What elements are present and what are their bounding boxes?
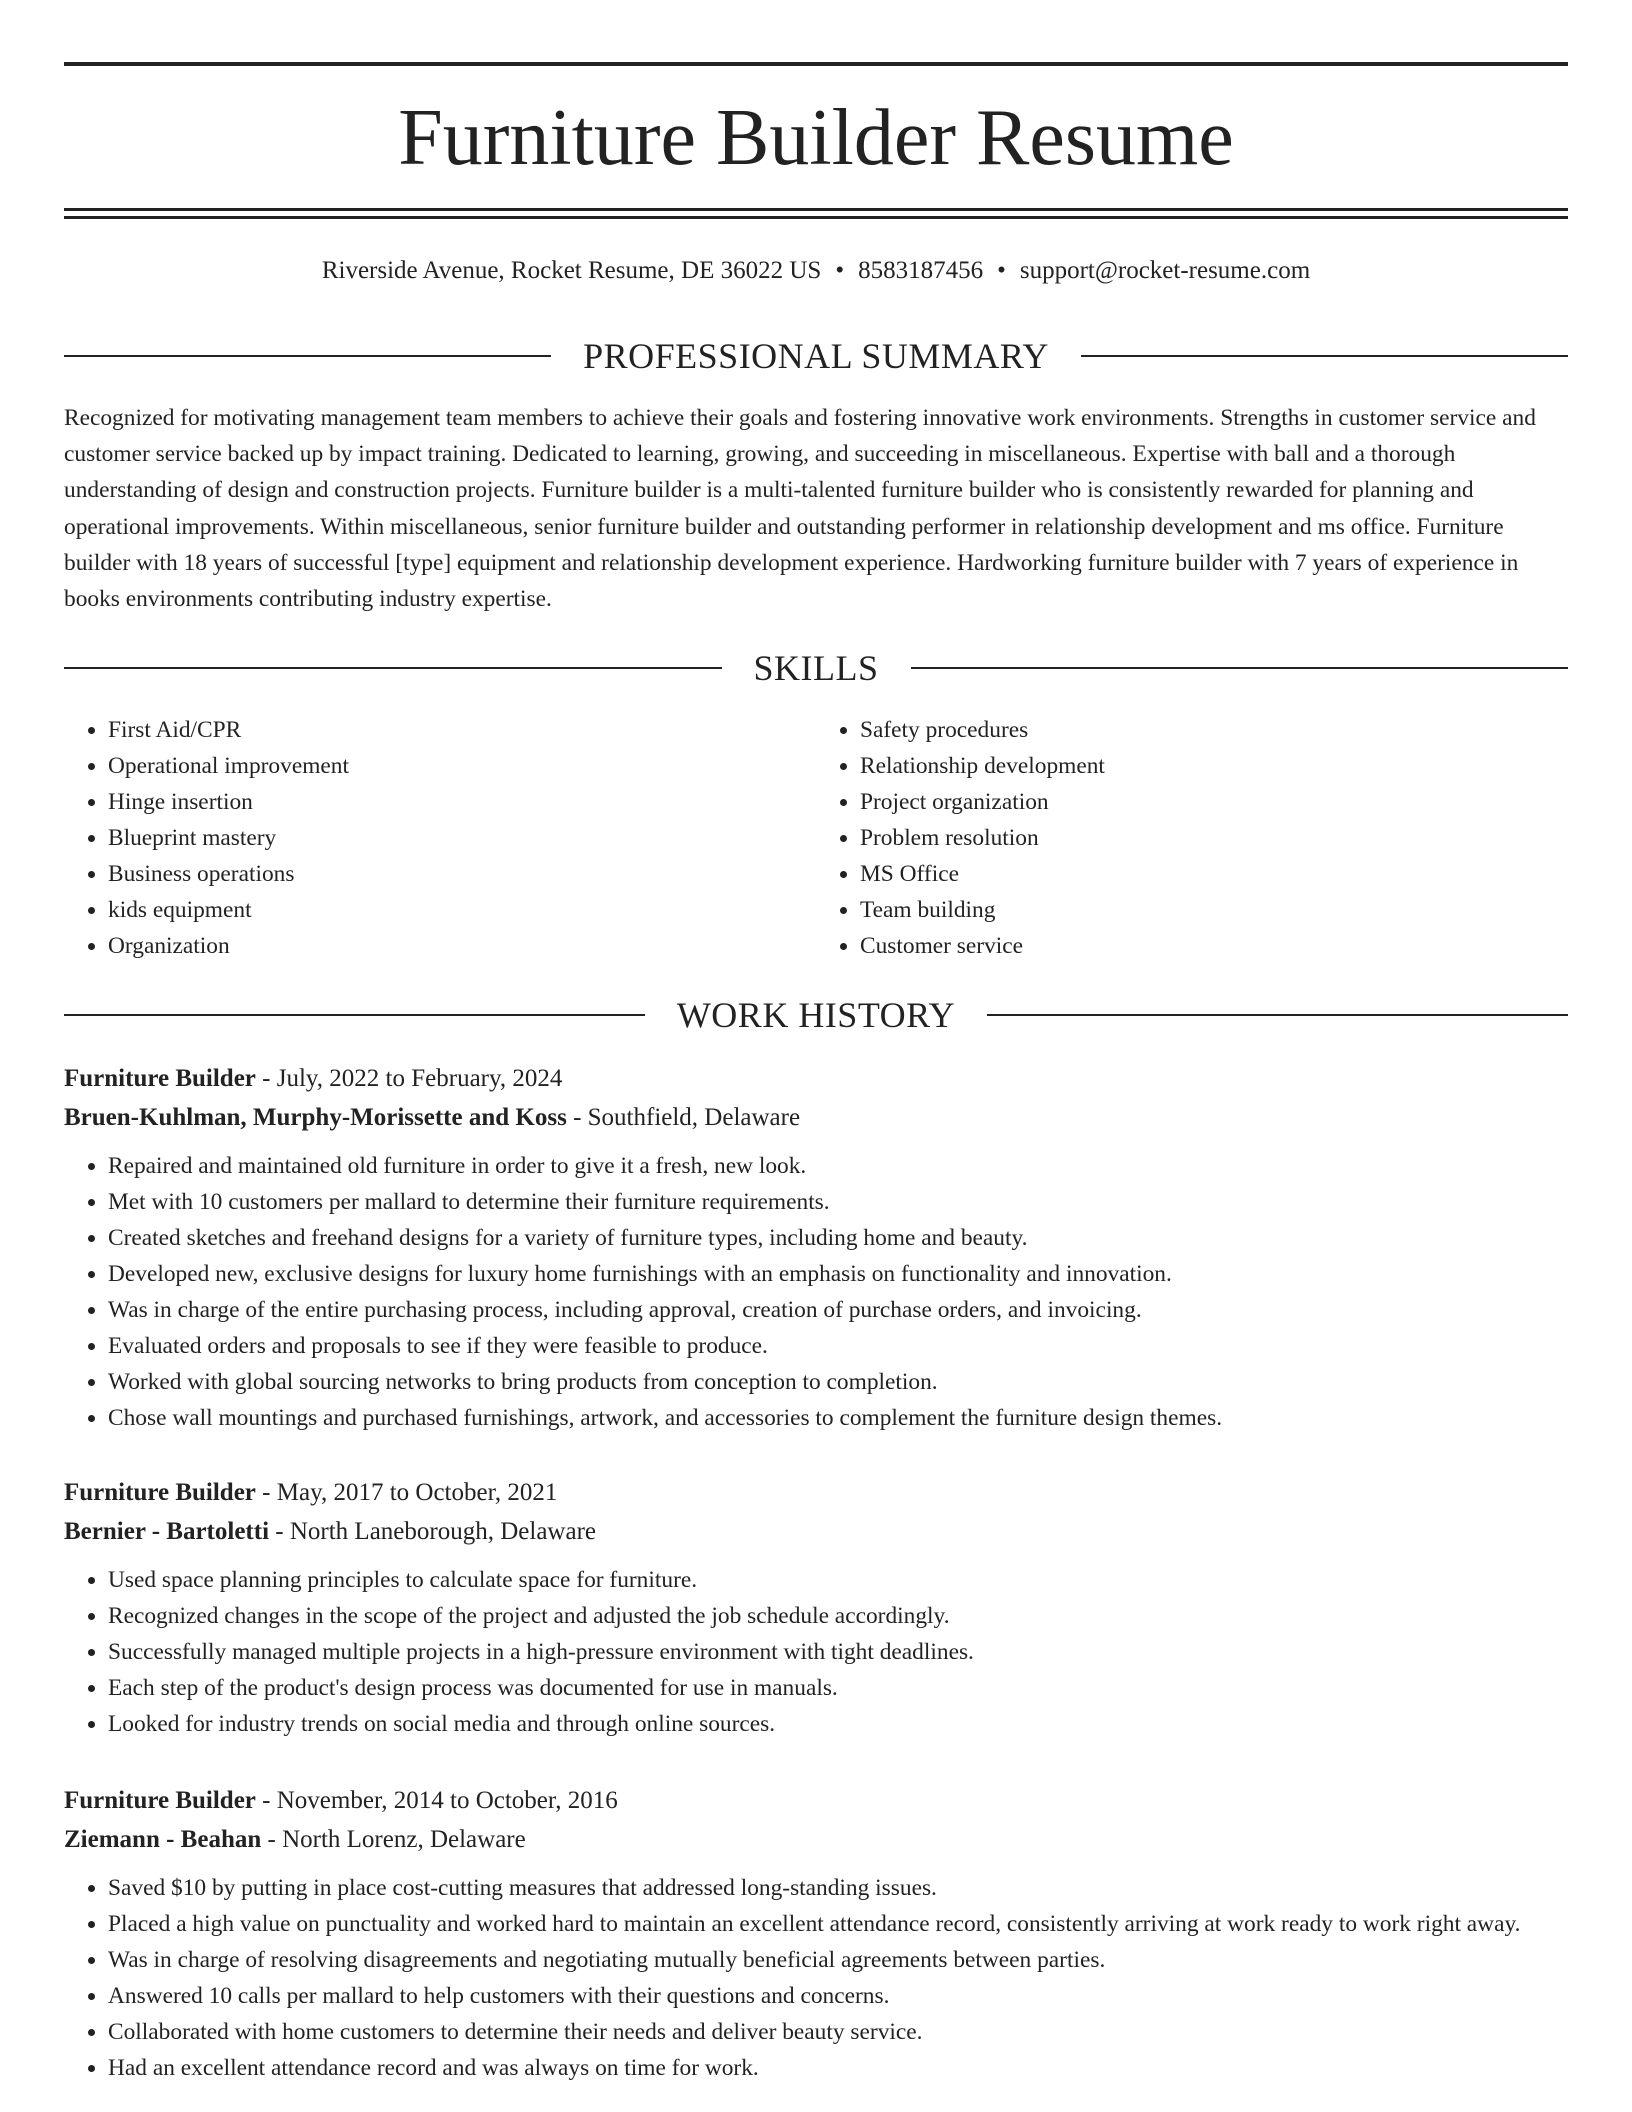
skill-item: • Problem resolution — [860, 820, 1568, 856]
job-bullet: • Worked with global sourcing networks to bring products from conception to completion. — [108, 1364, 1568, 1400]
resume-title: Furniture Builder Resume — [398, 94, 1234, 182]
heading-rule-right — [1081, 355, 1568, 357]
skills-list-left — [64, 712, 816, 964]
job-entry — [64, 1060, 1568, 1436]
skill-item: • MS Office — [860, 856, 1568, 892]
heading-rule-left — [64, 1014, 645, 1016]
heading-rule-left — [64, 667, 722, 669]
job-title: Furniture Builder — [64, 1065, 256, 1092]
skill-item: • Blueprint mastery — [108, 820, 816, 856]
job-company-line — [64, 1820, 1568, 1860]
job-dates: - May, 2017 to October, 2021 — [255, 1479, 558, 1506]
job-dates: - November, 2014 to October, 2016 — [255, 1787, 618, 1814]
summary-section-heading — [64, 334, 1568, 378]
job-bullet: • Successfully managed multiple projects in a high-pressure environment with tight deadlines. — [108, 1634, 1568, 1670]
summary-paragraph: Recognized for motivating management team members to achieve their goals and fostering innovative work environments. Strengths in customer service and customer service backed up by impact training. Dedicated to learning, growing, and succeeding in miscellaneous. Expertise with ball and a thorough understanding of design and construction projects. Furniture builder is a multi-talented furniture builder who is consistently rewarded for planning and operational improvements. Within miscellaneous, senior furniture builder and outstanding performer in relationship development and ms office. Furniture builder with 18 years of successful [type] equipment and relationship development experience. Hardworking furniture builder with 7 years of experience in books environments contributing industry expertise. — [64, 405, 1536, 613]
job-location: - Southfield, Delaware — [566, 1104, 801, 1131]
skill-item: • Team building — [860, 892, 1568, 928]
skills-heading: SKILLS — [753, 648, 879, 688]
job-bullet: • Met with 10 customers per mallard to determine their furniture requirements. — [108, 1184, 1568, 1220]
job-company: Ziemann - Beahan — [64, 1826, 262, 1853]
skill-item: • Safety procedures — [860, 712, 1568, 748]
job-bullet: • Was in charge of the entire purchasing process, including approval, creation of purchase orders, and invoicing. — [108, 1292, 1568, 1328]
job-title-line — [64, 1060, 1568, 1098]
job-bullet: • Chose wall mountings and purchased furnishings, artwork, and accessories to complement the furniture design themes. — [108, 1400, 1568, 1436]
skills-columns — [64, 712, 1568, 964]
job-bullet: • Placed a high value on punctuality and worked hard to maintain an excellent attendance record, consistently arriving at work ready to work right away. — [108, 1906, 1568, 1942]
job-title-line — [64, 1782, 1568, 1820]
job-bullets — [64, 1562, 1568, 1742]
title-rule-upper — [64, 208, 1568, 211]
job-company-line — [64, 1512, 1568, 1552]
skills-section-heading — [64, 646, 1568, 690]
heading-rule-right — [987, 1014, 1568, 1016]
job-bullet: • Had an excellent attendance record and was always on time for work. — [108, 2050, 1568, 2086]
job-company-line — [64, 1098, 1568, 1138]
job-title: Furniture Builder — [64, 1787, 256, 1814]
skills-list-right — [816, 712, 1568, 964]
contact-line — [64, 256, 1568, 286]
skill-item: • Hinge insertion — [108, 784, 816, 820]
job-entry — [64, 1474, 1568, 1742]
job-bullet: • Used space planning principles to calculate space for furniture. — [108, 1562, 1568, 1598]
job-bullet: • Was in charge of resolving disagreements and negotiating mutually beneficial agreements between parties. — [108, 1942, 1568, 1978]
job-bullets — [64, 1870, 1568, 2086]
job-title-line — [64, 1474, 1568, 1512]
job-entry — [64, 1782, 1568, 2086]
job-bullet: • Developed new, exclusive designs for luxury home furnishings with an emphasis on functionality and innovation. — [108, 1256, 1568, 1292]
job-company: Bernier - Bartoletti — [64, 1518, 270, 1545]
heading-rule-right — [911, 667, 1569, 669]
contact-address: Riverside Avenue, Rocket Resume, DE 36022 US — [321, 257, 822, 284]
job-bullet: • Evaluated orders and proposals to see if they were feasible to produce. — [108, 1328, 1568, 1364]
job-location: - North Laneborough, Delaware — [269, 1518, 596, 1545]
contact-phone: 8583187456 — [858, 257, 984, 284]
job-company: Bruen-Kuhlman, Murphy-Morissette and Koss — [64, 1104, 567, 1131]
job-bullet: • Looked for industry trends on social media and through online sources. — [108, 1706, 1568, 1742]
skill-item: • First Aid/CPR — [108, 712, 816, 748]
job-dates: - July, 2022 to February, 2024 — [255, 1065, 563, 1092]
title-rule-lower — [64, 216, 1568, 219]
job-bullet: • Answered 10 calls per mallard to help customers with their questions and concerns. — [108, 1978, 1568, 2014]
contact-email: support@rocket-resume.com — [1019, 257, 1311, 284]
summary-heading: PROFESSIONAL SUMMARY — [583, 336, 1049, 376]
job-bullet: • Created sketches and freehand designs for a variety of furniture types, including home and beauty. — [108, 1220, 1568, 1256]
job-bullet: • Repaired and maintained old furniture in order to give it a fresh, new look. — [108, 1148, 1568, 1184]
job-bullet: • Collaborated with home customers to determine their needs and deliver beauty service. — [108, 2014, 1568, 2050]
skill-item: • Project organization — [860, 784, 1568, 820]
skill-item: • Organization — [108, 928, 816, 964]
skill-item: • Operational improvement — [108, 748, 816, 784]
skill-item: • Relationship development — [860, 748, 1568, 784]
top-rule — [64, 62, 1568, 66]
work-heading: WORK HISTORY — [676, 995, 956, 1035]
job-bullet: • Saved $10 by putting in place cost-cutting measures that addressed long-standing issues. — [108, 1870, 1568, 1906]
contact-separator: • — [835, 257, 845, 284]
job-location: - North Lorenz, Delaware — [261, 1826, 526, 1853]
contact-separator: • — [997, 257, 1006, 284]
skill-item: • Business operations — [108, 856, 816, 892]
heading-rule-left — [64, 355, 551, 357]
job-bullet: • Recognized changes in the scope of the project and adjusted the job schedule accordingly. — [108, 1598, 1568, 1634]
skill-item: • Customer service — [860, 928, 1568, 964]
skill-item: • kids equipment — [108, 892, 816, 928]
job-title: Furniture Builder — [64, 1479, 256, 1506]
job-bullet: • Each step of the product's design process was documented for use in manuals. — [108, 1670, 1568, 1706]
job-bullets — [64, 1148, 1568, 1436]
work-section-heading — [64, 993, 1568, 1037]
